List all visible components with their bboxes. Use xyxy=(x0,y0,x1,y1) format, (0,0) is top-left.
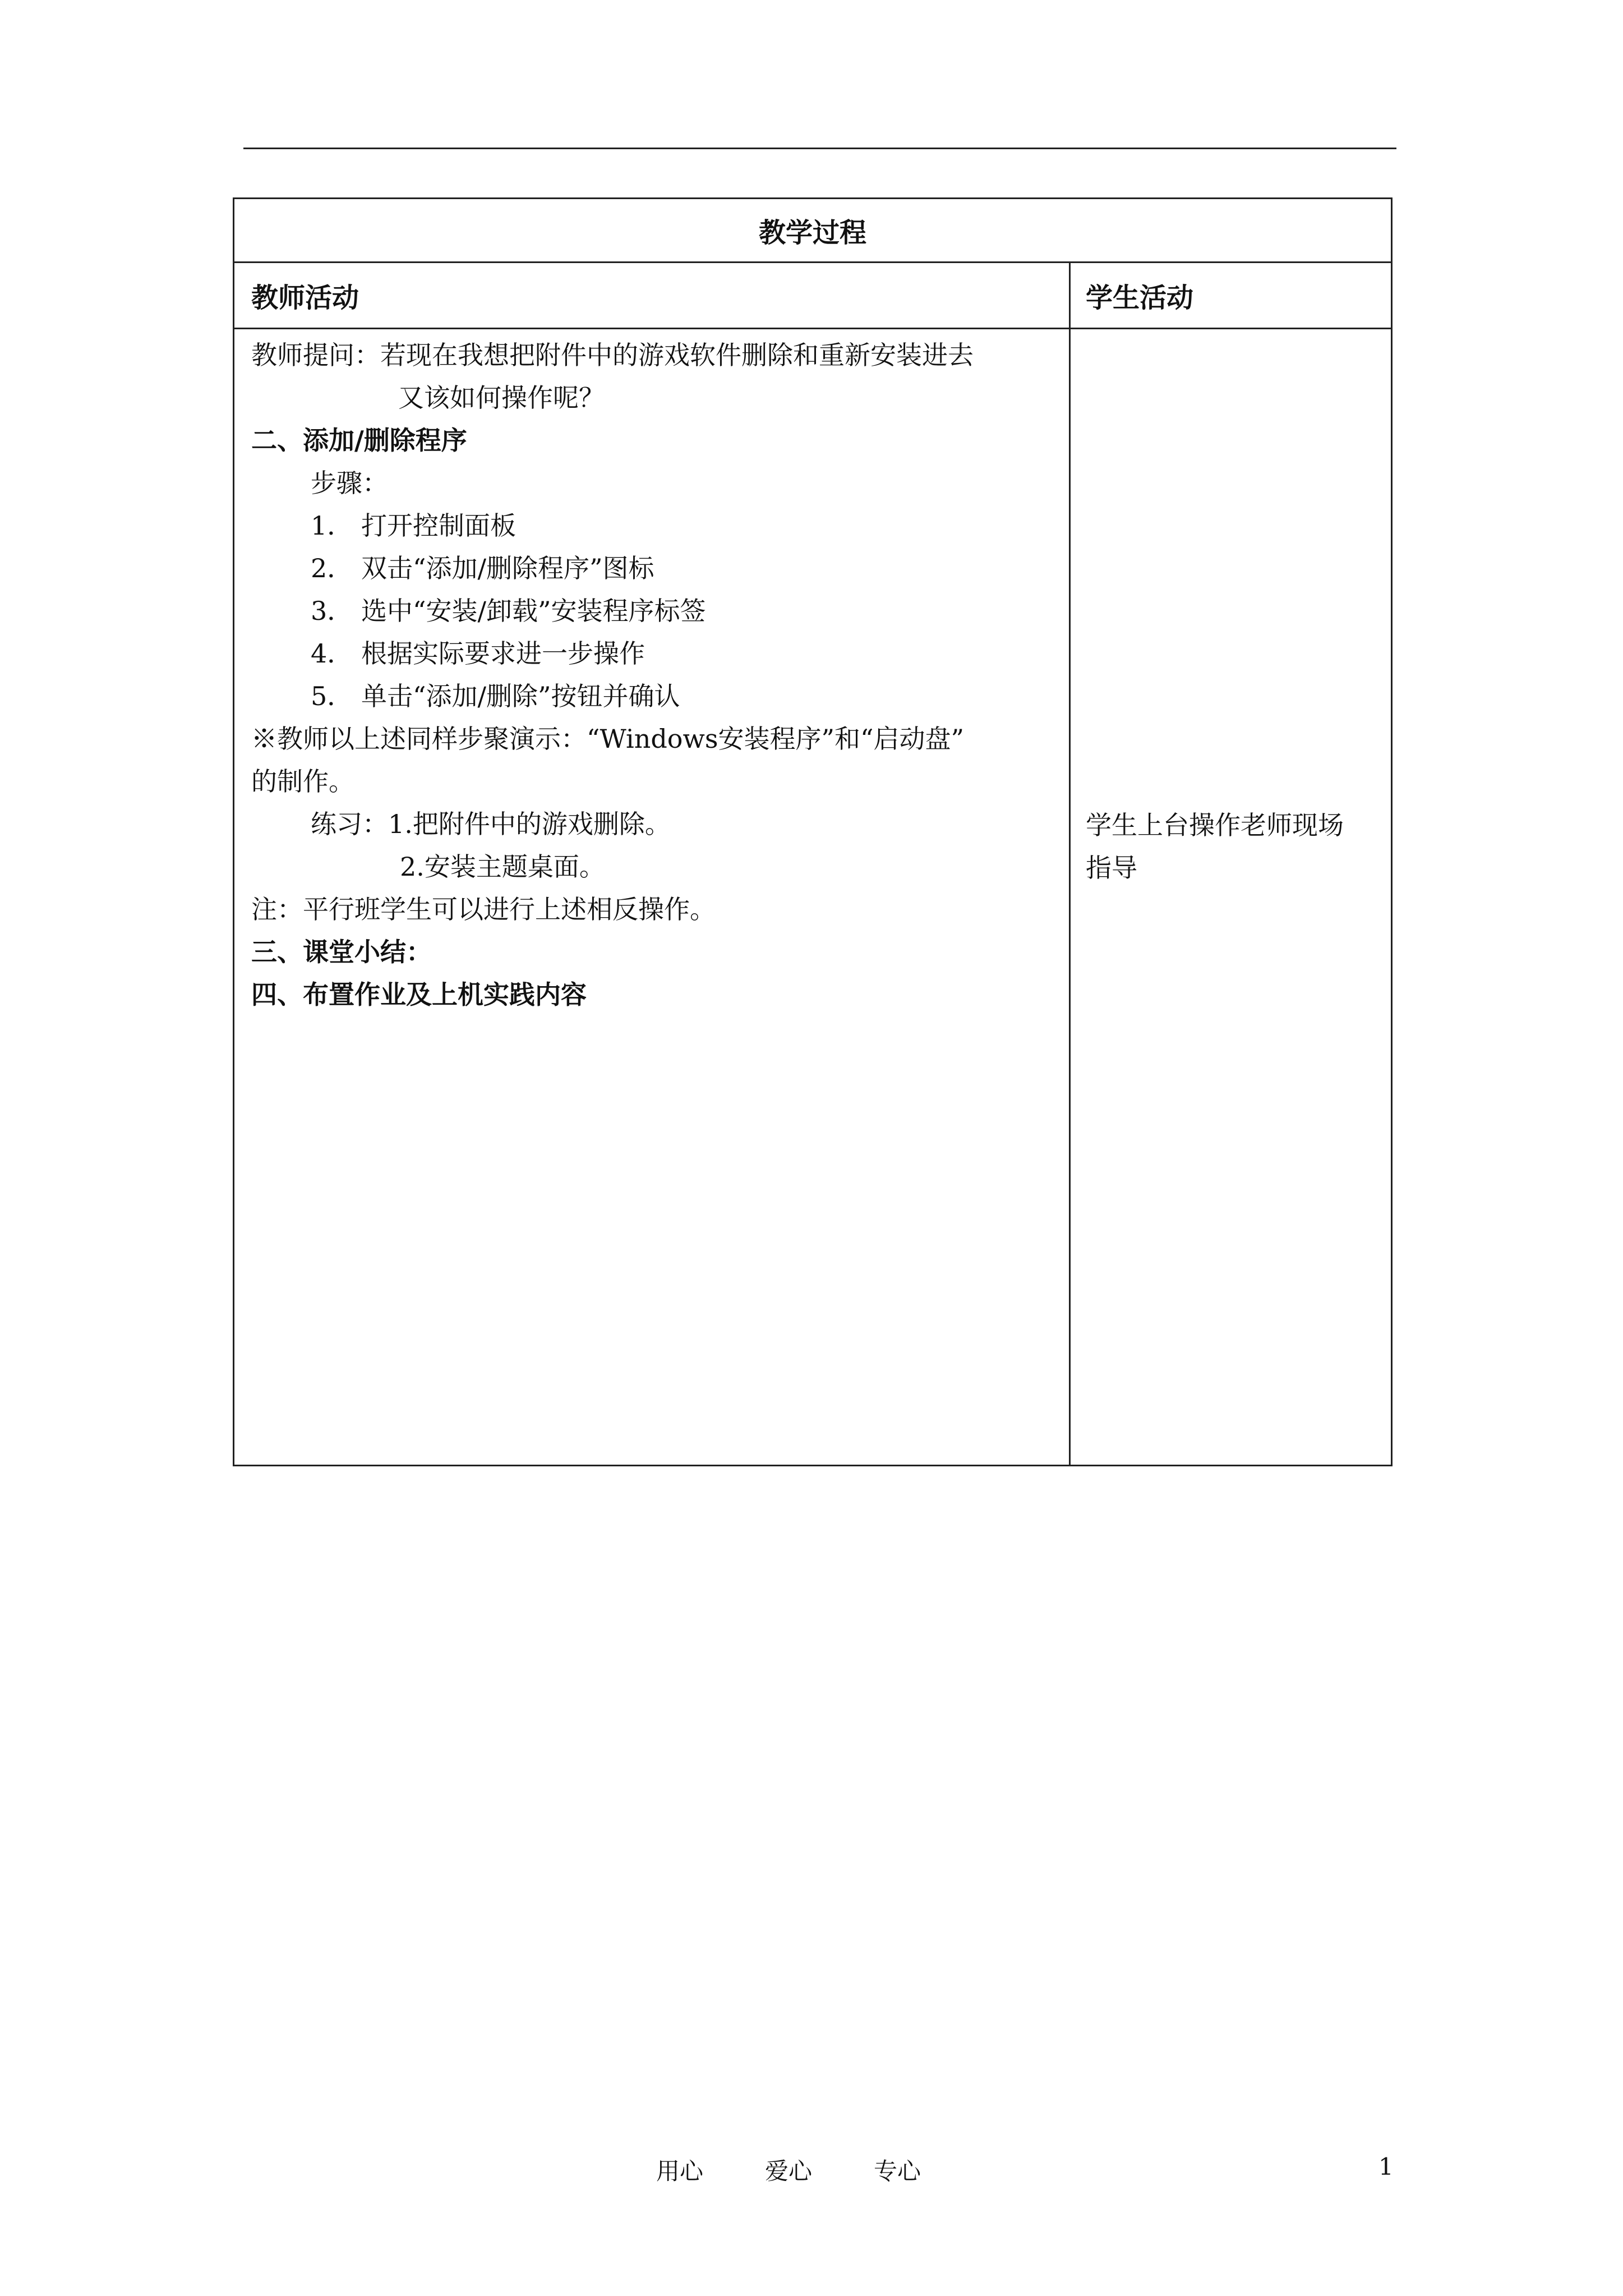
exercise-line-1: 练习：1.把附件中的游戏删除。 xyxy=(311,809,671,839)
step-number: 5． xyxy=(311,681,353,711)
question-line-2: 又该如何操作呢？ xyxy=(398,383,605,413)
teacher-activity-cell xyxy=(251,334,1059,1016)
step-number: 1． xyxy=(311,510,353,541)
step-number: 4． xyxy=(311,638,353,669)
demo-line-2: 的制作。 xyxy=(251,766,354,797)
list-item xyxy=(251,675,1059,717)
steps-label: 步骤： xyxy=(311,468,388,498)
student-line-2: 指导 xyxy=(1086,853,1137,883)
step-number: 2． xyxy=(311,553,353,583)
table-title: 教学过程 xyxy=(234,199,1391,263)
footer-slogan-item: 用心 xyxy=(656,2157,704,2185)
question-lead: 教师提问： xyxy=(251,340,380,370)
list-item xyxy=(251,632,1059,675)
step-text: 选中“安装/卸载”安装程序标签 xyxy=(361,596,706,626)
column-divider xyxy=(1069,263,1071,1465)
step-number: 3． xyxy=(311,596,353,626)
demo-line-1: ※教师以上述同样步聚演示：“Windows安装程序”和“启动盘” xyxy=(251,724,964,754)
footer-slogan xyxy=(656,2153,921,2187)
page-number: 1 xyxy=(1378,2153,1394,2180)
student-line-1: 学生上台操作老师现场 xyxy=(1086,810,1344,840)
list-item xyxy=(251,590,1059,632)
section-4-heading: 四、布置作业及上机实践内容 xyxy=(251,979,587,1010)
section-3-heading: 三、课堂小结： xyxy=(251,937,432,967)
teacher-activity-header: 教师活动 xyxy=(251,282,359,314)
student-activity-cell xyxy=(1086,804,1383,889)
table-header-row xyxy=(234,263,1391,329)
section-2-heading: 二、添加/删除程序 xyxy=(251,425,467,455)
exercise-line-2: 2.安装主题桌面。 xyxy=(400,852,605,882)
header-rule xyxy=(243,148,1396,149)
student-activity-header: 学生活动 xyxy=(1086,282,1194,314)
footer-slogan-item: 爱心 xyxy=(765,2157,813,2185)
question-line-1: 若现在我想把附件中的游戏软件删除和重新安装进去 xyxy=(380,340,974,370)
footer-slogan-item: 专心 xyxy=(874,2157,921,2185)
step-text: 根据实际要求进一步操作 xyxy=(361,638,645,669)
step-text: 单击“添加/删除”按钮并确认 xyxy=(361,681,680,711)
lesson-table xyxy=(233,197,1393,1466)
list-item xyxy=(251,547,1059,590)
step-text: 打开控制面板 xyxy=(361,510,516,541)
list-item xyxy=(251,504,1059,547)
note-line: 注：平行班学生可以进行上述相反操作。 xyxy=(251,894,716,924)
teacher-question xyxy=(251,334,1059,376)
step-text: 双击“添加/删除程序”图标 xyxy=(361,553,654,583)
